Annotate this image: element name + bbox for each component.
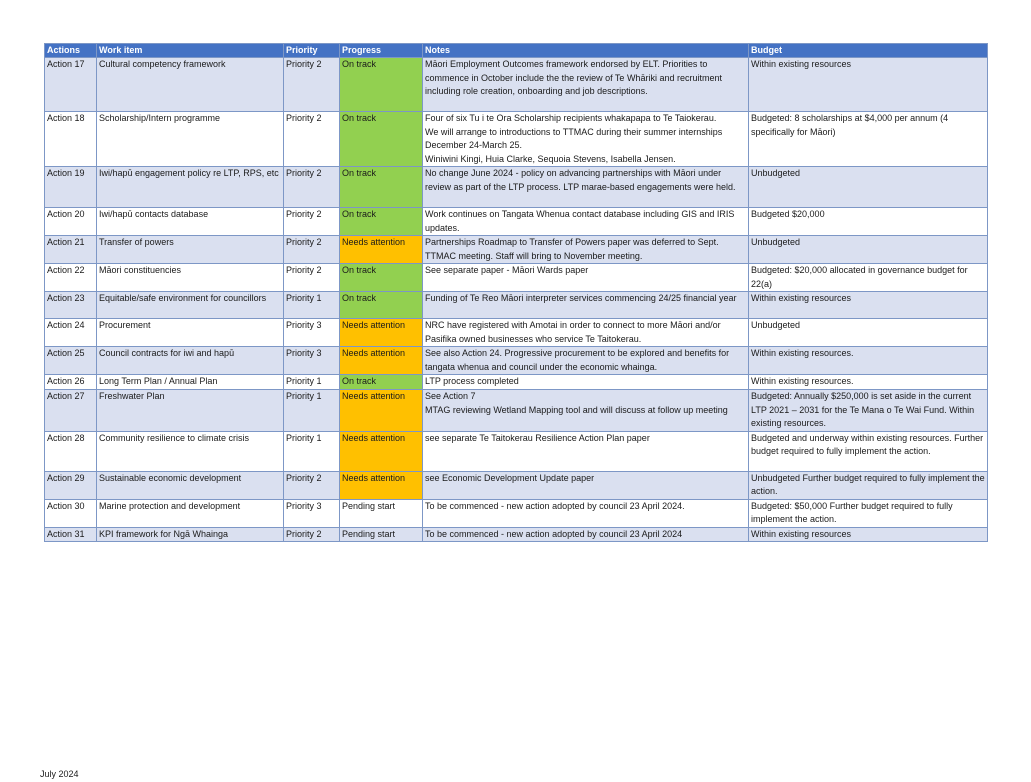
cell-budget: Within existing resources. xyxy=(749,347,988,375)
cell-action: Action 29 xyxy=(45,471,97,499)
cell-action: Action 20 xyxy=(45,208,97,236)
cell-action: Action 31 xyxy=(45,527,97,542)
cell-work-item: Scholarship/Intern programme xyxy=(97,112,284,167)
table-row xyxy=(45,264,988,292)
cell-progress: On track xyxy=(340,167,423,208)
cell-work-item: Community resilience to climate crisis xyxy=(97,431,284,471)
cell-priority: Priority 1 xyxy=(284,375,340,390)
header-actions: Actions xyxy=(45,44,97,58)
cell-notes: No change June 2024 - policy on advancing partnerships with Māori under review as part of the LTP process. LTP marae-based engagements were held. xyxy=(423,167,749,208)
cell-work-item: Freshwater Plan xyxy=(97,390,284,432)
cell-action: Action 26 xyxy=(45,375,97,390)
cell-budget: Unbudgeted Further budget required to fully implement the action. xyxy=(749,471,988,499)
cell-priority: Priority 3 xyxy=(284,499,340,527)
cell-notes: see Economic Development Update paper xyxy=(423,471,749,499)
cell-action: Action 23 xyxy=(45,292,97,319)
table-row xyxy=(45,319,988,347)
table-row xyxy=(45,431,988,471)
cell-work-item: Procurement xyxy=(97,319,284,347)
cell-progress: On track xyxy=(340,292,423,319)
cell-budget: Within existing resources. xyxy=(749,375,988,390)
cell-priority: Priority 2 xyxy=(284,208,340,236)
cell-priority: Priority 1 xyxy=(284,292,340,319)
table-row xyxy=(45,471,988,499)
cell-work-item: Equitable/safe environment for councillors xyxy=(97,292,284,319)
cell-work-item: Long Term Plan / Annual Plan xyxy=(97,375,284,390)
table-row xyxy=(45,236,988,264)
cell-work-item: Cultural competency framework xyxy=(97,58,284,112)
cell-priority: Priority 2 xyxy=(284,112,340,167)
cell-priority: Priority 2 xyxy=(284,236,340,264)
table-row xyxy=(45,347,988,375)
cell-progress: Needs attention xyxy=(340,236,423,264)
cell-budget: Unbudgeted xyxy=(749,319,988,347)
cell-action: Action 18 xyxy=(45,112,97,167)
cell-budget: Within existing resources xyxy=(749,292,988,319)
header-work-item: Work item xyxy=(97,44,284,58)
table-row xyxy=(45,390,988,432)
cell-notes: To be commenced - new action adopted by council 23 April 2024 xyxy=(423,527,749,542)
cell-progress: Pending start xyxy=(340,527,423,542)
cell-notes: To be commenced - new action adopted by council 23 April 2024. xyxy=(423,499,749,527)
cell-priority: Priority 2 xyxy=(284,264,340,292)
table-body xyxy=(45,58,988,542)
header-priority: Priority xyxy=(284,44,340,58)
cell-action: Action 24 xyxy=(45,319,97,347)
cell-notes: Māori Employment Outcomes framework endorsed by ELT. Priorities to commence in October include the the review of Te Whāriki and recruitment including role creation, onboarding and job descriptions. xyxy=(423,58,749,112)
footer-date: July 2024 xyxy=(40,769,79,779)
header-budget: Budget xyxy=(749,44,988,58)
cell-progress: On track xyxy=(340,264,423,292)
cell-work-item: KPI framework for Ngā Whainga xyxy=(97,527,284,542)
cell-budget: Budgeted: $50,000 Further budget required to fully implement the action. xyxy=(749,499,988,527)
cell-notes: Partnerships Roadmap to Transfer of Powers paper was deferred to Sept. TTMAC meeting. Staff will bring to November meeting. xyxy=(423,236,749,264)
cell-priority: Priority 1 xyxy=(284,390,340,432)
cell-priority: Priority 3 xyxy=(284,347,340,375)
cell-progress: Needs attention xyxy=(340,471,423,499)
cell-progress: On track xyxy=(340,112,423,167)
table-row xyxy=(45,58,988,112)
cell-notes: see separate Te Taitokerau Resilience Action Plan paper xyxy=(423,431,749,471)
cell-progress: On track xyxy=(340,58,423,112)
table-row xyxy=(45,167,988,208)
cell-progress: Needs attention xyxy=(340,390,423,432)
table-row xyxy=(45,292,988,319)
cell-action: Action 22 xyxy=(45,264,97,292)
table-row xyxy=(45,112,988,167)
cell-priority: Priority 2 xyxy=(284,58,340,112)
cell-notes: Funding of Te Reo Māori interpreter services commencing 24/25 financial year xyxy=(423,292,749,319)
table-row xyxy=(45,208,988,236)
cell-budget: Budgeted: 8 scholarships at $4,000 per annum (4 specifically for Māori) xyxy=(749,112,988,167)
table-row xyxy=(45,499,988,527)
cell-budget: Unbudgeted xyxy=(749,167,988,208)
action-plan-table xyxy=(44,43,988,542)
table-row xyxy=(45,375,988,390)
cell-work-item: Transfer of powers xyxy=(97,236,284,264)
cell-work-item: Council contracts for iwi and hapū xyxy=(97,347,284,375)
cell-progress: Needs attention xyxy=(340,319,423,347)
table-header-row xyxy=(45,44,988,58)
cell-notes: See separate paper - Māori Wards paper xyxy=(423,264,749,292)
cell-action: Action 17 xyxy=(45,58,97,112)
cell-budget: Within existing resources xyxy=(749,527,988,542)
cell-priority: Priority 2 xyxy=(284,527,340,542)
cell-notes: NRC have registered with Amotai in order to connect to more Māori and/or Pasifika owned businesses who service Te Taitokerau. xyxy=(423,319,749,347)
header-notes: Notes xyxy=(423,44,749,58)
cell-notes: See also Action 24. Progressive procurement to be explored and benefits for tangata whenua and council under the economic whainga. xyxy=(423,347,749,375)
cell-action: Action 19 xyxy=(45,167,97,208)
cell-progress: Pending start xyxy=(340,499,423,527)
cell-work-item: Iwi/hapū contacts database xyxy=(97,208,284,236)
cell-budget: Budgeted: $20,000 allocated in governance budget for 22(a) xyxy=(749,264,988,292)
cell-work-item: Marine protection and development xyxy=(97,499,284,527)
cell-notes: See Action 7 MTAG reviewing Wetland Mapping tool and will discuss at follow up meeting xyxy=(423,390,749,432)
cell-work-item: Sustainable economic development xyxy=(97,471,284,499)
cell-notes: LTP process completed xyxy=(423,375,749,390)
cell-work-item: Iwi/hapū engagement policy re LTP, RPS, etc xyxy=(97,167,284,208)
header-progress: Progress xyxy=(340,44,423,58)
cell-progress: Needs attention xyxy=(340,347,423,375)
cell-priority: Priority 2 xyxy=(284,167,340,208)
cell-notes: Four of six Tu i te Ora Scholarship recipients whakapapa to Te Taiokerau. We will arrange to introductions to TTMAC during their summer internships December 24-March 25. Winiwini Kingi, Huia Clarke, Sequoia Stevens, Isabella Jensen. xyxy=(423,112,749,167)
cell-budget: Within existing resources xyxy=(749,58,988,112)
cell-notes: Work continues on Tangata Whenua contact database including GIS and IRIS updates. xyxy=(423,208,749,236)
table-row xyxy=(45,527,988,542)
cell-budget: Unbudgeted xyxy=(749,236,988,264)
cell-action: Action 28 xyxy=(45,431,97,471)
cell-progress: Needs attention xyxy=(340,431,423,471)
cell-action: Action 27 xyxy=(45,390,97,432)
cell-priority: Priority 2 xyxy=(284,471,340,499)
cell-budget: Budgeted and underway within existing resources. Further budget required to fully implement the action. xyxy=(749,431,988,471)
cell-action: Action 21 xyxy=(45,236,97,264)
cell-budget: Budgeted: Annually $250,000 is set aside in the current LTP 2021 – 2031 for the Te Mana o Te Wai Fund. Within existing resources. xyxy=(749,390,988,432)
cell-budget: Budgeted $20,000 xyxy=(749,208,988,236)
cell-action: Action 30 xyxy=(45,499,97,527)
cell-work-item: Māori constituencies xyxy=(97,264,284,292)
cell-action: Action 25 xyxy=(45,347,97,375)
cell-priority: Priority 3 xyxy=(284,319,340,347)
cell-progress: On track xyxy=(340,208,423,236)
cell-priority: Priority 1 xyxy=(284,431,340,471)
cell-progress: On track xyxy=(340,375,423,390)
